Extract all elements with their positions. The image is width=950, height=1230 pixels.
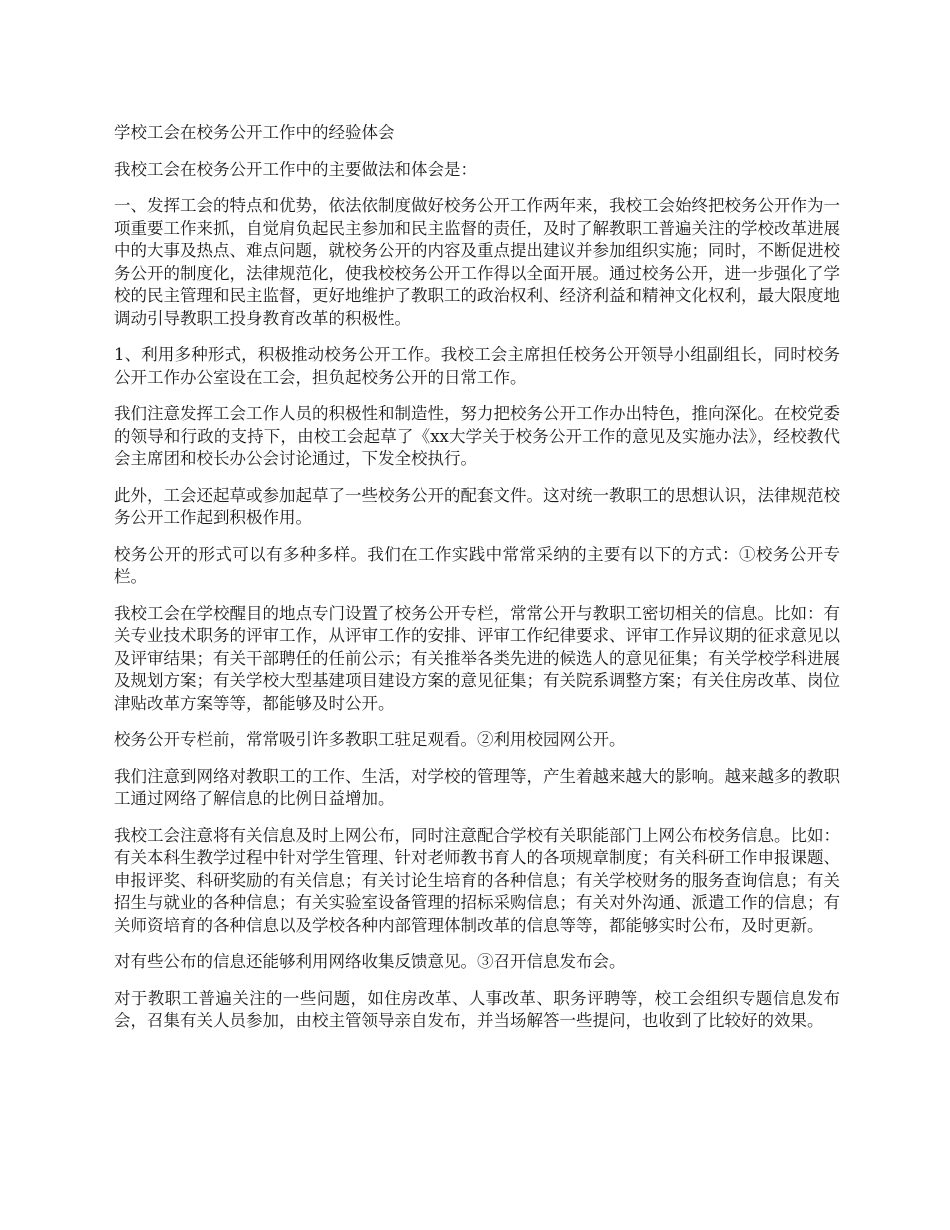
paragraph-bulletin-viewers: 校务公开专栏前，常常吸引许多教职工驻足观看。②利用校园网公开。 xyxy=(114,730,626,749)
document-body xyxy=(114,122,840,1047)
paragraph-section-1: 一、发挥工会的特点和优势，依法依制度做好校务公开工作两年来，我校工会始终把校务公开作为一项重要工作来抓，自觉肩负起民主参加和民主监督的责任，及时了解教职工普遍关注的学校改革进展中的大事及热点、难点问题，就校务公开的内容及重点提出建议并参加组织实施；同时，不断促进校务公开的制度化，法律规范化，使我校校务公开工作得以全面开展。通过校务公开，进一步强化了学校的民主管理和民主监督，更好地维护了教职工的政治权利、经济利益和精神文化权利，最大限度地调动引导教职工投身教育改革的积极性。 xyxy=(114,196,840,328)
paragraph-intro: 我校工会在校务公开工作中的主要做法和体会是： xyxy=(114,159,477,179)
paragraph-forms: 校务公开的形式可以有多种多样。我们在工作实践中常常采纳的主要有以下的方式：①校务公开专栏。 xyxy=(114,544,840,586)
paragraph-staff-initiative: 我们注意发挥工会工作人员的积极性和制造性，努力把校务公开工作办出特色，推向深化。在校党委的领导和行政的支持下，由校工会起草了《xx大学关于校务公开工作的意见及实施办法》，经校教代会主席团和校长办公会讨论通过，下发全校执行。 xyxy=(114,404,840,468)
paragraph-bulletin-board: 我校工会在学校醒目的地点专门设置了校务公开专栏，常常公开与教职工密切相关的信息。比如：有关专业技术职务的评审工作，从评审工作的安排、评审工作纪律要求、评审工作异议期的征求意见以及评审结果；有关干部聘任的任前公示；有关推举各类先进的候选人的意见征集；有关学校学科进展及规划方案；有关学校大型基建项目建设方案的意见征集；有关院系调整方案；有关住房改革、岗位津贴改革方案等等，都能够及时公开。 xyxy=(114,603,840,713)
paragraph-press-conference: 对于教职工普遍关注的一些问题，如住房改革、人事改革、职务评聘等，校工会组织专题信息发布会，召集有关人员参加，由校主管领导亲自发布，并当场解答一些提问，也收到了比较好的效果。 xyxy=(114,988,840,1030)
paragraph-item-1: 1、利用多种形式，积极推动校务公开工作。我校工会主席担任校务公开领导小组副组长，同时校务公开工作办公室设在工会，担负起校务公开的日常工作。 xyxy=(114,345,840,387)
paragraph-network-impact: 我们注意到网络对教职工的工作、生活，对学校的管理等，产生着越来越大的影响。越来越多的教职工通过网络了解信息的比例日益增加。 xyxy=(114,766,840,808)
paragraph-supporting-documents: 此外，工会还起草或参加起草了一些校务公开的配套文件。这对统一教职工的思想认识，法律规范校务公开工作起到积极作用。 xyxy=(114,485,840,527)
paragraph-online-publishing: 我校工会注意将有关信息及时上网公布，同时注意配合学校有关职能部门上网公布校务信息。比如：有关本科生教学过程中针对学生管理、针对老师教书育人的各项规章制度；有关科研工作申报课题、申报评奖、科研奖励的有关信息；有关讨论生培育的各种信息；有关学校财务的服务查询信息；有关招生与就业的各种信息；有关实验室设备管理的招标采购信息；有关对外沟通、派遣工作的信息；有关师资培育的各种信息以及学校各种内部管理体制改革的信息等等，都能够实时公布，及时更新。 xyxy=(114,825,840,935)
document-title: 学校工会在校务公开工作中的经验体会 xyxy=(114,123,395,142)
paragraph-feedback: 对有些公布的信息还能够利用网络收集反馈意见。③召开信息发布会。 xyxy=(114,952,626,971)
